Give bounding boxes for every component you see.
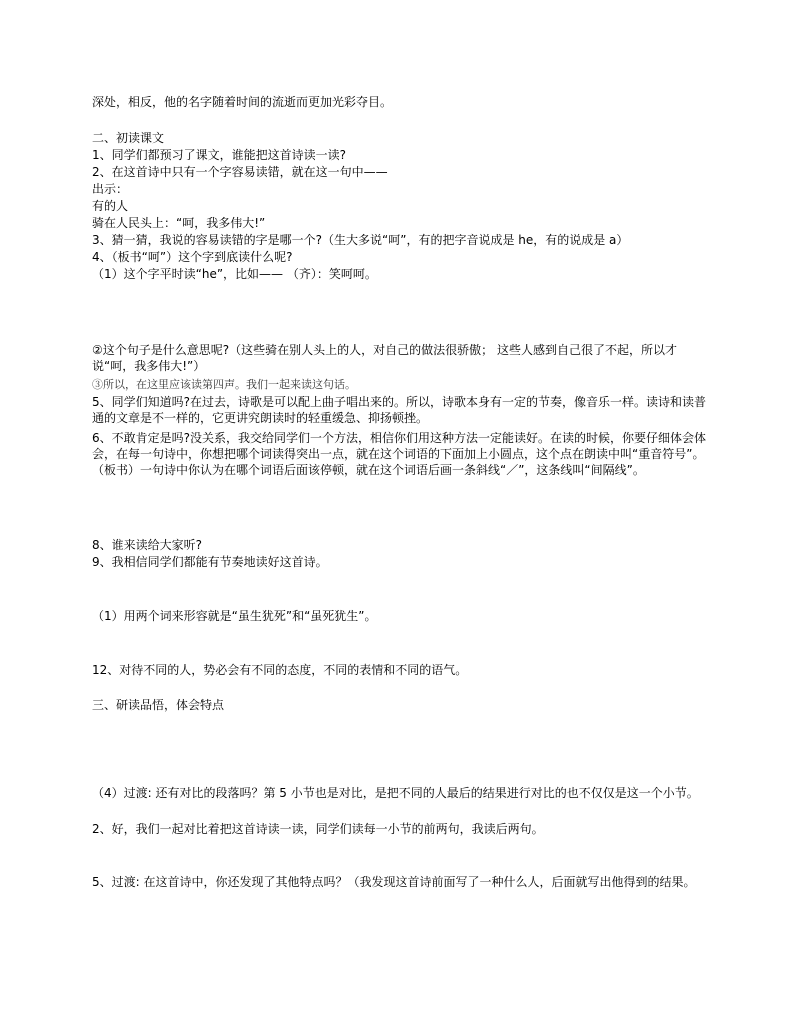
step-2-compare: 2、好，我们一起对比着把这首诗读一读，同学们读每一小节的前两句，我读后两句。 [92, 822, 544, 836]
step-6: 6、不敢肯定是吗?没关系，我交给同学们一个方法，相信你们用这种方法一定能读好。在读的时候，你要仔细体会体会，在每一句诗中，你想把哪个词读得突出一点，就在这个词语的下面加上小圆点，这个点在朗读中叫“重音符号”。（板书）一句诗中你认为在哪个词语后面该停顿，就在这个词语后画一条斜线“／”，这条线叫“间隔线”。 [92, 431, 707, 477]
transition-4: （4）过渡: 还有对比的段落吗？第 5 小节也是对比，是把不同的人最后的结果进行对比的也不仅仅是这一个小节。 [92, 786, 699, 800]
transition-5: 5、过渡: 在这首诗中，你还发现了其他特点吗？（我发现这首诗前面写了一种什么人，后面就写出他得到的结果。 [92, 875, 696, 889]
step-4-sub-1: （1）这个字平时读“he”，比如—— （齐）：笑呵呵。 [92, 267, 377, 281]
step-2: 2、在这首诗中只有一个字容易读错，就在这一句中—— [92, 165, 388, 179]
paragraph-continuation: 深处，相反，他的名字随着时间的流逝而更加光彩夺目。 [92, 95, 393, 109]
step-9: 9、我相信同学们都能有节奏地读好这首诗。 [92, 555, 328, 569]
poem-line-2: 骑在人民头上：“呵，我多伟大!” [92, 216, 266, 230]
step-4-sub-2: ②这个句子是什么意思呢?（这些骑在别人头上的人，对自己的做法很骄傲； 这些人感到自己很了不起，所以才说“呵，我多伟大!”） [92, 343, 677, 373]
step-8: 8、谁来读给大家听? [92, 538, 203, 552]
step-3: 3、猜一猜，我说的容易读错的字是哪一个?（生大多说“呵”，有的把字音说成是 he，有的说成是 a） [92, 233, 629, 247]
poem-line-1: 有的人 [92, 199, 129, 213]
step-5: 5、同学们知道吗?在过去，诗歌是可以配上曲子唱出来的。所以，诗歌本身有一定的节奏，像音乐一样。读诗和读普通的文章是不一样的，它更讲究朗读时的轻重缓急、抑扬顿挫。 [92, 395, 707, 425]
section-heading-first-reading: 二、初读课文 [92, 131, 165, 145]
step-4-sub-3: ③所以，在这里应该读第四声。我们一起来读这句话。 [92, 378, 356, 391]
step-12: 12、对待不同的人，势必会有不同的态度，不同的表情和不同的语气。 [92, 663, 468, 677]
show-label: 出示： [92, 182, 129, 196]
step-1: 1、同学们都预习了课文，谁能把这首诗读一读? [92, 148, 347, 162]
section-heading-study: 三、研读品悟，体会特点 [92, 698, 225, 712]
step-sub-1-describe: （1）用两个词来形容就是“虽生犹死”和“虽死犹生”。 [92, 609, 377, 623]
step-4: 4、（板书“呵”）这个字到底读什么呢? [92, 250, 293, 264]
